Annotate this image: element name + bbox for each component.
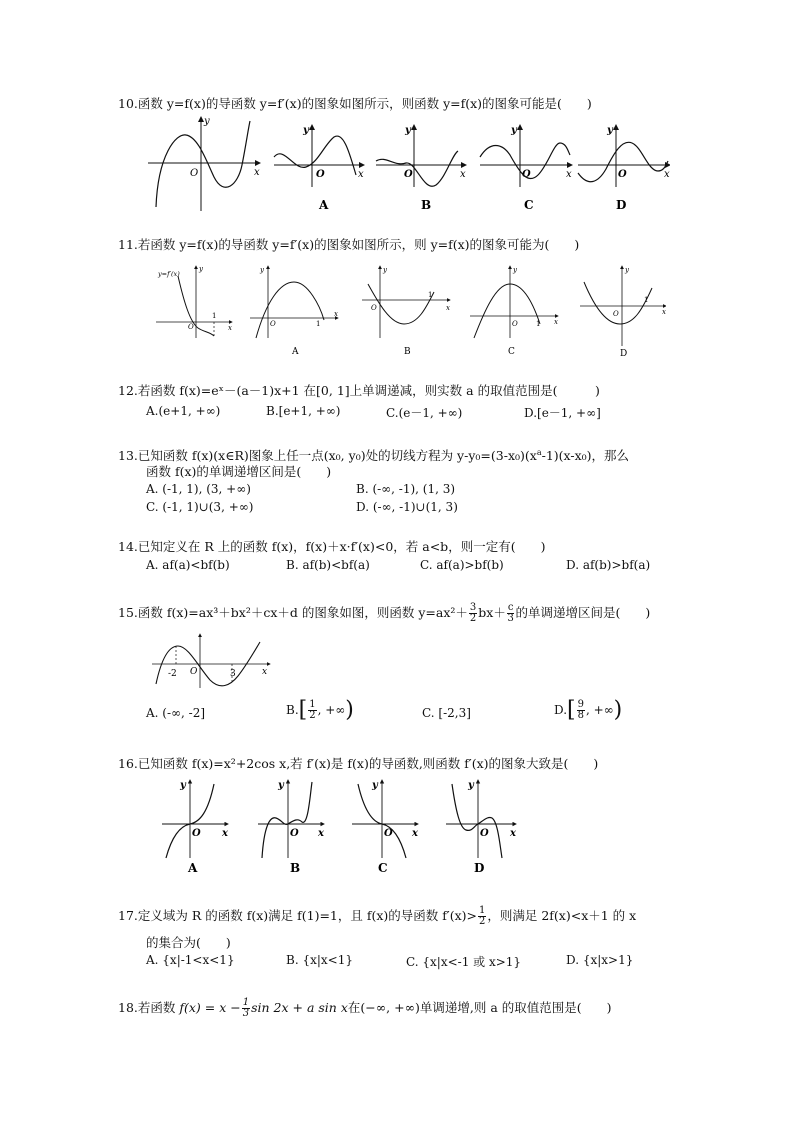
svg-text:y: y [260, 266, 264, 274]
svg-text:x: x [662, 308, 666, 316]
q10-option-b-graph [376, 125, 466, 212]
q10-figures [146, 115, 670, 215]
q11-derivative-graph [156, 265, 232, 338]
fraction-3-over-2: $\frac{3}{2}$ [469, 602, 477, 624]
svg-text:1: 1 [428, 291, 433, 299]
svg-text:1: 1 [316, 320, 321, 328]
svg-text:x: x [510, 828, 516, 839]
svg-text:O: O [270, 320, 276, 328]
q11-stem: 11.若函数 y=f(x)的导函数 y=f′(x)的图象如图所示，则 y=f(x)的图象可能为( ) [118, 237, 580, 252]
q11-caption-b: B [404, 347, 411, 357]
x-label: x [262, 667, 268, 677]
svg-text:O: O [316, 169, 325, 180]
q16-caption-d: D [474, 861, 485, 875]
svg-text:x: x [566, 169, 572, 180]
svg-text:O: O [290, 828, 299, 839]
svg-text:1: 1 [644, 296, 649, 304]
q11-caption-d: D [620, 349, 628, 359]
svg-text:y: y [513, 266, 517, 274]
q11-figures [156, 262, 666, 360]
q13-option-c: C. (-1, 1)∪(3, +∞) [146, 500, 254, 514]
svg-text:x: x [318, 828, 324, 839]
svg-text:x: x [664, 169, 670, 180]
q17-stem-line2: 的集合为( ) [146, 935, 231, 950]
q10-option-c-graph [480, 125, 572, 212]
q16-option-a-graph [162, 780, 229, 875]
q15-stem: 15.函数 f(x)=ax³＋bx²＋cx＋d 的图象如图，则函数 y=ax²＋ $\frac{3}{2}$ bx＋ $\frac{c}{3}$ 的单调递增区间是( ) [118, 602, 651, 624]
q16-figures [158, 776, 538, 876]
svg-text:O: O [192, 828, 201, 839]
q16-option-c-graph [352, 780, 419, 875]
q11-caption-a: A [292, 347, 299, 357]
tick-3: 3 [230, 669, 236, 679]
q17-stem: 17.定义域为 R 的函数 f(x)满足 f(1)=1，且 f(x)的导函数 f′(x)> $\frac{1}{2}$ ，则满足 2f(x)<x＋1 的 x [118, 905, 637, 927]
svg-text:O: O [522, 169, 531, 180]
q13-option-d: D. (-∞, -1)∪(1, 3) [356, 500, 458, 514]
q16-caption-a: A [188, 861, 198, 875]
tick-neg-2: -2 [168, 669, 177, 679]
q17-option-b: B. {x|x<1} [286, 953, 353, 967]
q14-option-b: B. af(b)<bf(a) [286, 558, 370, 572]
svg-text:y: y [511, 125, 517, 136]
svg-text:y: y [372, 780, 378, 791]
q10-derivative-graph [148, 116, 260, 211]
q12-option-c: C.(e－1, +∞) [386, 406, 463, 420]
svg-text:O: O [480, 828, 489, 839]
q10-option-a-graph [274, 125, 364, 212]
q16-option-d-graph [446, 780, 517, 875]
y-label: y [204, 116, 210, 127]
q13-option-b: B. (-∞, -1), (1, 3) [356, 482, 456, 496]
origin-label: O [190, 168, 199, 179]
q17-option-d: D. {x|x>1} [566, 953, 634, 967]
svg-text:y: y [278, 780, 284, 791]
svg-text:x: x [412, 828, 418, 839]
q10-option-d-graph [578, 125, 670, 212]
q17-option-a: A. {x|-1<x<1} [146, 953, 235, 967]
q12-option-b: B.[e+1, +∞) [266, 404, 341, 418]
q14-stem: 14.已知定义在 R 上的函数 f(x)，f(x)＋x·f′(x)<0，若 a<b，则一定有( ) [118, 539, 546, 554]
q16-option-b-graph [258, 780, 325, 875]
svg-text:1: 1 [536, 320, 541, 328]
svg-text:x: x [554, 318, 558, 326]
svg-text:y: y [625, 266, 629, 274]
fraction-1-over-2: $\frac{1}{2}$ [479, 905, 486, 927]
svg-text:O: O [512, 320, 518, 328]
svg-text:y: y [405, 125, 411, 136]
q11-option-a-graph [250, 266, 338, 357]
svg-text:y=f′(x): y=f′(x) [158, 270, 180, 278]
q10-caption-a: A [319, 198, 329, 212]
q15-figure [150, 632, 274, 690]
svg-text:y: y [383, 266, 387, 274]
q10-caption-b: B [421, 198, 432, 212]
q14-option-a: A. af(a)<bf(b) [146, 558, 230, 572]
q15-option-a: A. (-∞, -2] [146, 706, 206, 720]
x-label: x [254, 167, 260, 178]
q11-option-c-graph [470, 266, 558, 357]
svg-text:y: y [303, 125, 309, 136]
svg-text:y: y [607, 125, 613, 136]
q13-stem-line2: 函数 f(x)的单调递增区间是( ) [146, 464, 332, 479]
q12-option-d: D.[e－1, +∞] [524, 406, 601, 420]
fraction-1-over-3: $\frac{1}{3}$ [242, 997, 250, 1019]
q16-caption-c: C [378, 861, 388, 875]
svg-text:O: O [618, 169, 627, 180]
svg-text:x: x [222, 828, 228, 839]
q14-option-c: C. af(a)>bf(b) [420, 558, 504, 572]
q13-option-a: A. (-1, 1), (3, +∞) [146, 482, 251, 496]
q17-option-c: C. {x|x<-1 或 x>1} [406, 955, 522, 969]
fraction-c-over-3: $\frac{c}{3}$ [507, 602, 514, 624]
q12-stem: 12.若函数 f(x)=eˣ－(a－1)x+1 在[0, 1]上单调递减，则实数 a 的取值范围是( ) [118, 383, 600, 398]
q18-stem: 18.若函数 f(x) = x − $\frac{1}{3}$ sin 2x + a sin x在(−∞, +∞)单调递增,则 a 的取值范围是( ) [118, 997, 612, 1019]
q11-option-d-graph [580, 266, 666, 359]
svg-text:y: y [468, 780, 474, 791]
q11-caption-c: C [508, 347, 515, 357]
svg-text:x: x [446, 304, 450, 312]
q10-stem: 10.函数 y=f(x)的导函数 y=f′(x)的图象如图所示，则函数 y=f(x)的图象可能是( ) [118, 96, 592, 111]
q10-caption-d: D [616, 198, 627, 212]
svg-text:x: x [460, 169, 466, 180]
svg-text:x: x [228, 324, 232, 332]
q14-option-d: D. af(b)>bf(a) [566, 558, 651, 572]
svg-text:O: O [404, 169, 413, 180]
q13-stem: 13.已知函数 f(x)(x∈R)图象上任一点(x₀, y₀)处的切线方程为 $y-y_0=(3-x_0)(x^a-1)(x-x_0)$，那么 [118, 448, 630, 464]
svg-text:O: O [613, 310, 619, 318]
q16-caption-b: B [290, 861, 301, 875]
svg-text:O: O [188, 323, 194, 331]
origin-label: O [190, 667, 198, 677]
q10-caption-c: C [524, 198, 534, 212]
svg-text:y: y [180, 780, 186, 791]
q12-option-a: A.(e+1, +∞) [146, 404, 221, 418]
svg-text:y: y [199, 265, 203, 273]
svg-text:O: O [384, 828, 393, 839]
q11-option-b-graph [362, 266, 450, 357]
q16-stem: 16.已知函数 f(x)=x²+2cos x,若 f′(x)是 f(x)的导函数,则函数 f′(x)的图象大致是( ) [118, 756, 599, 771]
q15-option-b: B.[ $\frac{1}{2}$ , +∞) [286, 697, 354, 723]
svg-text:1: 1 [212, 312, 217, 320]
svg-text:x: x [334, 310, 338, 318]
svg-text:x: x [358, 169, 364, 180]
q15-option-d: D.[ $\frac{9}{8}$ , +∞) [554, 697, 623, 723]
q18-formula: f(x) = x − $\frac{1}{3}$ sin 2x + a sin x [179, 997, 348, 1019]
svg-text:O: O [371, 304, 377, 312]
q15-option-c: C. [-2,3] [422, 706, 471, 720]
